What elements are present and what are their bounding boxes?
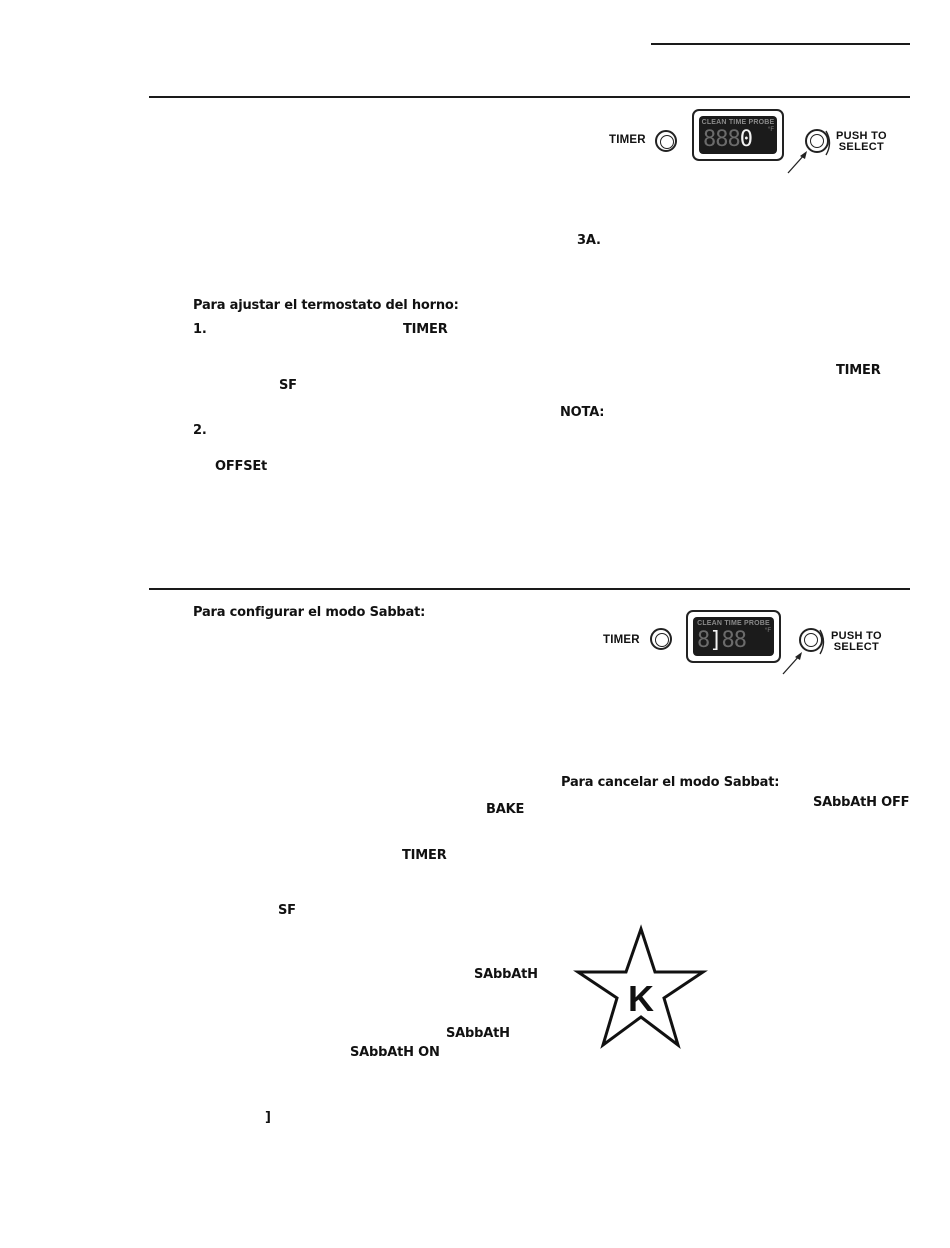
header-rule [651, 43, 910, 45]
knob-rotation-arc [818, 628, 828, 656]
section-1-rule [149, 96, 910, 98]
sabbath-code-1: SAbbAtH [474, 967, 538, 982]
sabbath-off-code: SAbbAtH OFF [813, 795, 910, 810]
timer-label: TIMER [609, 134, 646, 146]
oven-display [692, 109, 784, 161]
knob-rotation-arc [824, 129, 834, 157]
cancel-heading: Para cancelar el modo Sabbat: [561, 775, 780, 790]
timer-right: TIMER [836, 363, 881, 378]
display-digits: 8]88 [697, 628, 746, 653]
pointer-arrow [786, 150, 810, 176]
display-caption: CLEAN TIME PROBE [701, 119, 775, 126]
display-digits: 8880 [703, 127, 752, 152]
nota-label: NOTA: [560, 405, 605, 420]
kosher-star-icon [575, 925, 705, 1050]
degree-unit: °F [764, 628, 771, 634]
timer-knob[interactable] [655, 130, 677, 152]
degree-unit: °F [767, 127, 774, 133]
display-caption: CLEAN TIME PROBE [697, 620, 770, 627]
pointer-arrow [781, 651, 805, 677]
offset-code: OFFSEt [215, 459, 268, 474]
bracket-glyph: ] [265, 1110, 271, 1125]
timer-label: TIMER [603, 634, 640, 646]
step-1-timer: TIMER [403, 322, 448, 337]
step-2-number: 2. [193, 423, 207, 438]
section-2-rule [149, 588, 910, 590]
oven-display [686, 610, 781, 663]
sabbath-code-2: SAbbAtH [446, 1026, 510, 1041]
push-to-select-label: PUSH TO SELECT [831, 630, 882, 653]
timer-knob[interactable] [650, 628, 672, 650]
sabbath-on-code: SAbbAtH ON [350, 1045, 440, 1060]
push-to-select-label: PUSH TO SELECT [836, 130, 887, 153]
section-1-heading: Para ajustar el termostato del horno: [193, 298, 459, 313]
bake-label: BAKE [486, 802, 525, 817]
section-2-heading: Para configurar el modo Sabbat: [193, 605, 426, 620]
sf-code: SF [278, 903, 296, 918]
figure-label: 3A. [577, 233, 601, 248]
sf-code: SF [279, 378, 297, 393]
step-1-number: 1. [193, 322, 207, 337]
kosher-letter: K [628, 978, 654, 1019]
timer-label-text: TIMER [402, 848, 447, 863]
